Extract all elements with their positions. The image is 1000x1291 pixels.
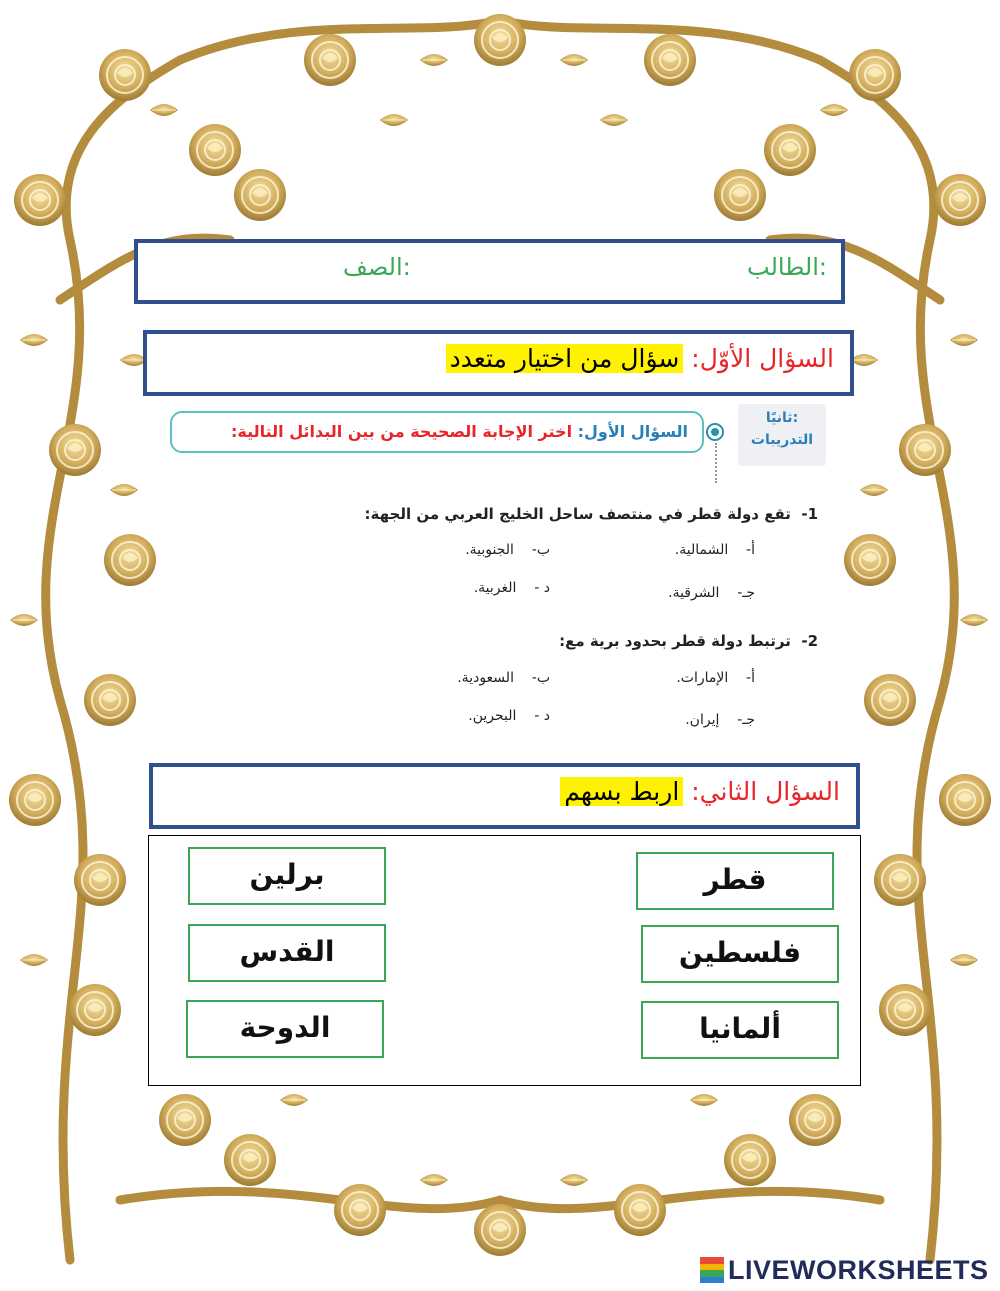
item2-option-a[interactable]: أ- الإمارات. xyxy=(676,670,755,686)
item1-option-d[interactable]: د - الغربية. xyxy=(473,580,550,596)
liveworksheets-logo-icon xyxy=(700,1257,724,1283)
drills-prompt-label: السؤال الأول: xyxy=(577,422,688,441)
drills-tag-line1: ثانيًا: xyxy=(765,410,799,426)
match-right-3[interactable]: ألمانيا xyxy=(641,1001,839,1059)
item2-number: 2- xyxy=(801,632,818,650)
drills-prompt-text: اختر الإجابة الصحيحة من بين البدائل التالية: xyxy=(230,422,573,441)
question2-type: اربط بسهم xyxy=(560,777,683,806)
liveworksheets-wordmark: LIVEWORKSHEETS xyxy=(728,1254,989,1285)
question2-title xyxy=(560,777,840,806)
drills-tag xyxy=(738,404,826,466)
drills-prompt-pill xyxy=(170,411,704,453)
item2-option-d[interactable]: د - البحرين. xyxy=(468,708,550,724)
class-label: الصف: xyxy=(343,253,411,281)
question1-label: السؤال الأوّل: xyxy=(691,344,834,373)
item1-option-b[interactable]: ب- الجنوبية. xyxy=(465,542,550,558)
liveworksheets-brand xyxy=(700,1255,989,1285)
question1-title xyxy=(446,344,834,373)
item1-option-a[interactable]: أ- الشمالية. xyxy=(674,542,755,558)
dotted-connector xyxy=(715,443,717,483)
match-left-1[interactable]: برلين xyxy=(188,847,386,905)
item2-question xyxy=(559,632,818,650)
item1-text: تقع دولة قطر في منتصف ساحل الخليج العربي من الجهة: xyxy=(364,505,791,523)
drills-tag-line2: التدريبات xyxy=(750,432,814,448)
item1-option-c[interactable]: جـ- الشرقية. xyxy=(668,585,755,601)
drills-prompt xyxy=(231,422,688,441)
item1-number: 1- xyxy=(801,505,818,523)
question1-type: سؤال من اختيار متعدد xyxy=(446,344,684,373)
question2-label: السؤال الثاني: xyxy=(691,777,840,806)
bullet-dot-icon xyxy=(706,423,724,441)
match-left-3[interactable]: الدوحة xyxy=(186,1000,384,1058)
match-right-2[interactable]: فلسطين xyxy=(641,925,839,983)
student-info-box xyxy=(134,239,845,304)
item2-option-b[interactable]: ب- السعودية. xyxy=(457,670,550,686)
question1-header-box xyxy=(143,330,854,396)
item2-option-c[interactable]: جـ- إيران. xyxy=(685,712,755,728)
item1-question xyxy=(365,505,818,523)
item2-text: ترتبط دولة قطر بحدود برية مع: xyxy=(559,632,791,650)
match-right-1[interactable]: قطر xyxy=(636,852,834,910)
question2-header-box xyxy=(149,763,860,829)
student-label: الطالب: xyxy=(747,253,827,281)
match-left-2[interactable]: القدس xyxy=(188,924,386,982)
